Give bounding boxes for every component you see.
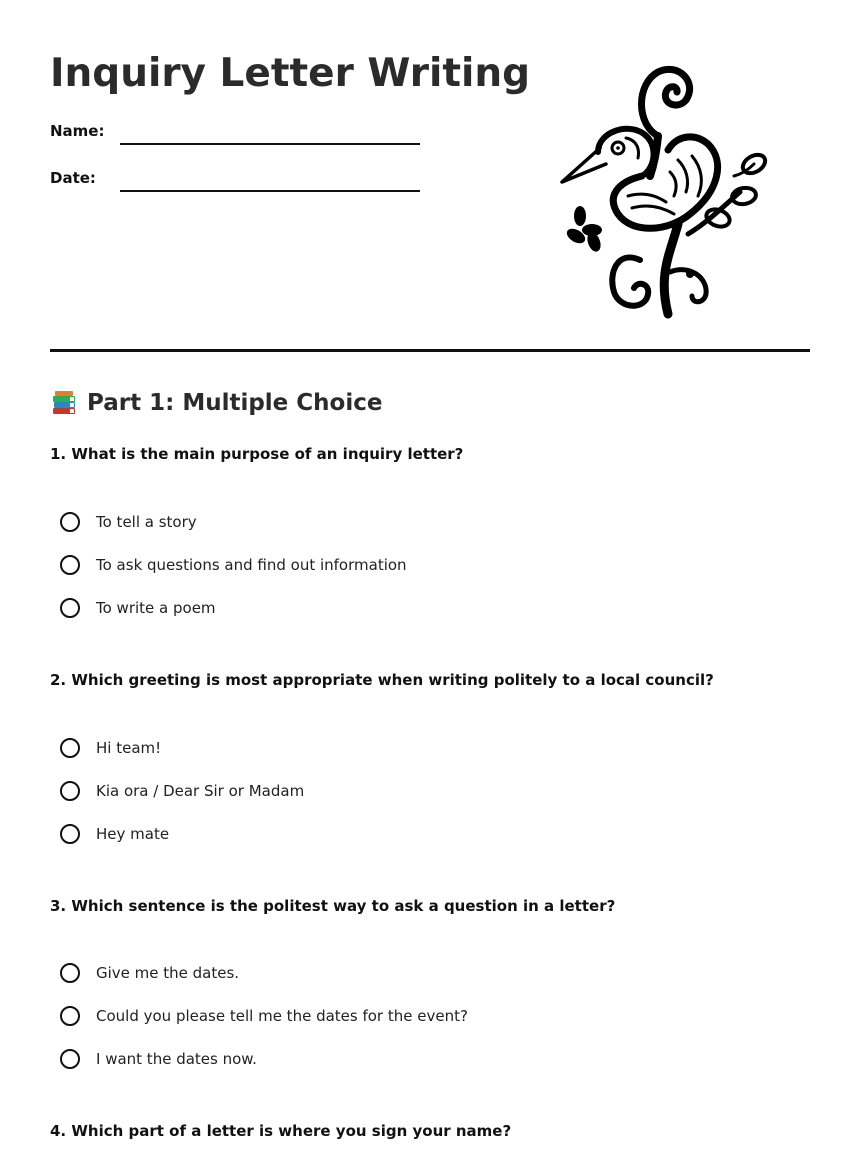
- radio-button[interactable]: [60, 824, 80, 844]
- q3-option-3[interactable]: [60, 1046, 257, 1072]
- option-label: To ask questions and find out information: [96, 556, 407, 574]
- radio-button[interactable]: [60, 1006, 80, 1026]
- books-icon: [50, 389, 78, 417]
- section-divider: [50, 349, 810, 352]
- option-label: Could you please tell me the dates for the event?: [96, 1007, 468, 1025]
- question-2: 2. Which greeting is most appropriate when writing politely to a local council?: [50, 671, 714, 689]
- q2-option-1[interactable]: [60, 735, 161, 761]
- date-label: Date:: [50, 169, 96, 187]
- question-4: 4. Which part of a letter is where you sign your name?: [50, 1122, 512, 1140]
- q3-option-1[interactable]: [60, 960, 239, 986]
- q2-option-2[interactable]: [60, 778, 304, 804]
- name-field[interactable]: [120, 143, 420, 145]
- page-title: Inquiry Letter Writing: [50, 51, 531, 96]
- bird-icon: [558, 64, 784, 326]
- radio-button[interactable]: [60, 1049, 80, 1069]
- radio-button[interactable]: [60, 738, 80, 758]
- name-label: Name:: [50, 122, 105, 140]
- option-label: To tell a story: [96, 513, 197, 531]
- radio-button[interactable]: [60, 963, 80, 983]
- radio-button[interactable]: [60, 555, 80, 575]
- question-3: 3. Which sentence is the politest way to ask a question in a letter?: [50, 897, 616, 915]
- part1-heading-text: Part 1: Multiple Choice: [87, 390, 383, 416]
- radio-button[interactable]: [60, 512, 80, 532]
- option-label: I want the dates now.: [96, 1050, 257, 1068]
- q3-option-2[interactable]: [60, 1003, 468, 1029]
- q1-option-2[interactable]: [60, 552, 407, 578]
- q2-option-3[interactable]: [60, 821, 169, 847]
- option-label: Give me the dates.: [96, 964, 240, 982]
- option-label: Hey mate: [96, 825, 170, 843]
- q1-option-3[interactable]: [60, 595, 216, 621]
- q1-option-1[interactable]: [60, 509, 197, 535]
- option-label: Kia ora / Dear Sir or Madam: [96, 782, 305, 800]
- option-label: Hi team!: [96, 739, 162, 757]
- part1-heading: [50, 386, 382, 420]
- radio-button[interactable]: [60, 598, 80, 618]
- date-field[interactable]: [120, 190, 420, 192]
- option-label: To write a poem: [96, 599, 216, 617]
- question-1: 1. What is the main purpose of an inquiry letter?: [50, 445, 464, 463]
- radio-button[interactable]: [60, 781, 80, 801]
